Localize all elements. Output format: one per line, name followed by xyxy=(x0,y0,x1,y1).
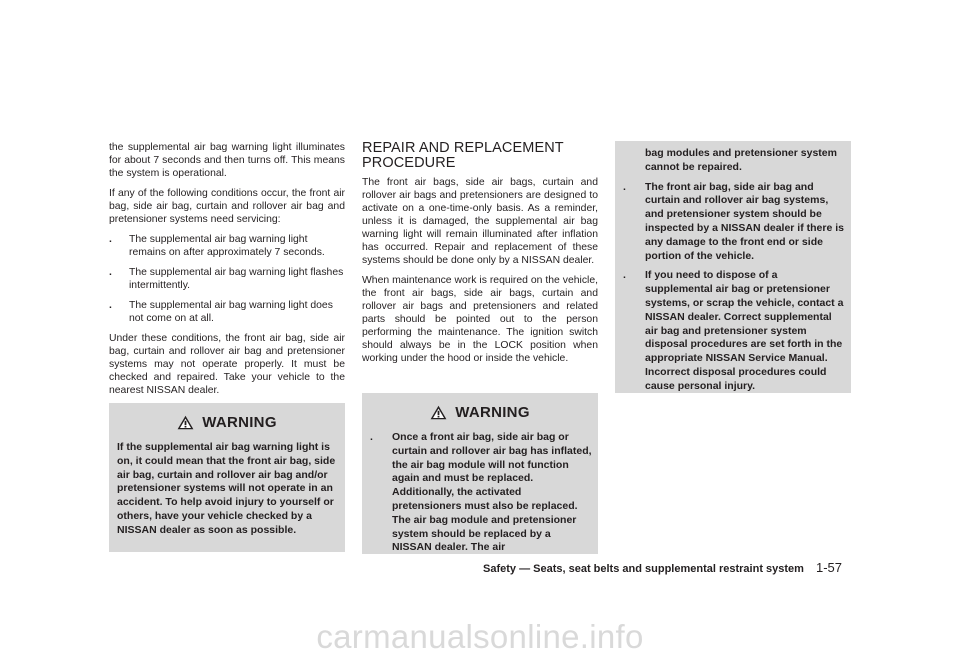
warning-text: If the supplemental air bag warning light is on, it could mean that the front air bag, side air bag, curtain and rollover air bag and/or pretensioner systems will not operate in an accident. To help avoid injury to yourself or others, have your vehicle checked by a NISSAN dealer as soon as possible. xyxy=(117,441,336,536)
warning-header xyxy=(362,393,598,423)
warning-text xyxy=(615,141,851,404)
warning-title: WARNING xyxy=(202,413,277,431)
list-item xyxy=(370,431,592,555)
bullet: . xyxy=(109,267,112,278)
warning-title: WARNING xyxy=(455,403,530,421)
warning-triangle-icon xyxy=(177,415,194,430)
warning-triangle-icon xyxy=(430,405,447,420)
list-item-continued xyxy=(623,147,845,175)
warning-list xyxy=(623,147,845,394)
paragraph: Under these conditions, the front air bag, side air bag, curtain and rollover air bag and pretensioner systems may not operate properly. It must be checked and repaired. Take your vehicle to the nearest NISSAN dealer. xyxy=(109,333,345,396)
list-item xyxy=(109,299,345,325)
section-heading: REPAIR AND REPLACEMENT PROCEDURE xyxy=(362,140,564,171)
list-item-text: The front air bag, side air bag and curtain and rollover air bag systems, and pretensioner system should be inspected by a NISSAN dealer if there is any damage to the front end or side portion of the vehicle. xyxy=(645,180,844,262)
bullet: . xyxy=(623,269,626,282)
chapter-title: Safety — Seats, seat belts and supplemental restraint system xyxy=(483,563,804,575)
list-item xyxy=(109,266,345,292)
bullet: . xyxy=(623,180,626,193)
warning-box-continued xyxy=(615,141,851,393)
bullet: . xyxy=(109,234,112,245)
list-item-text: The supplemental air bag warning light remains on after approximately 7 seconds. xyxy=(129,234,325,258)
warning-list xyxy=(370,431,592,555)
list-item-text: If you need to dispose of a supplemental air bag or pretensioner systems, or scrap the vehicle, contact a NISSAN dealer. Correct supplemental air bag and pretensioner system disposal procedures are set forth in the appropriate NISSAN Service Manual. Incorrect disposal procedures could cause personal injury. xyxy=(645,269,844,392)
paragraph: The front air bags, side air bags, curtain and rollover air bags and pretensioners are designed to activate on a one-time-only basis. As a reminder, unless it is damaged, the supplemental air bag warning light will remain illuminated after inflation has occurred. Repair and replacement of these systems should be done only by a NISSAN dealer. xyxy=(362,177,598,266)
bullet: . xyxy=(370,431,373,443)
page-number: 1-57 xyxy=(815,560,842,575)
warning-header xyxy=(109,403,345,433)
paragraph: When maintenance work is required on the vehicle, the front air bags, side air bags, curtain and rollover air bags and pretensioners and related parts should be pointed out to the person performing the maintenance. The ignition switch should always be in the LOCK position when working under the hood or inside the vehicle. xyxy=(362,275,598,364)
warning-box xyxy=(362,393,598,554)
list-item-text: The supplemental air bag warning light flashes intermittently. xyxy=(129,267,344,291)
watermark: carmanualsonline.info xyxy=(316,618,644,655)
paragraph: If any of the following conditions occur, the front air bag, side air bag, curtain and rollover air bag and pretensioner systems need servicing: xyxy=(109,188,345,225)
column-2 xyxy=(362,141,598,372)
paragraph: the supplemental air bag warning light illuminates for about 7 seconds and then turns off. This means the system is operational. xyxy=(109,142,345,179)
condition-list xyxy=(109,233,345,325)
warning-text xyxy=(362,423,598,565)
page-footer xyxy=(462,560,842,575)
list-item-text: bag modules and pretensioner system cannot be repaired. xyxy=(645,147,837,173)
list-item-text: The supplemental air bag warning light does not come on at all. xyxy=(129,300,333,324)
bullet: . xyxy=(109,300,112,311)
warning-box xyxy=(109,403,345,552)
list-item xyxy=(109,233,345,259)
column-1 xyxy=(109,141,345,404)
list-item xyxy=(623,181,845,264)
list-item xyxy=(623,269,845,393)
list-item-text: Once a front air bag, side air bag or curtain and rollover air bag has inflated, the air bag module will not function again and must be replaced. Additionally, the activated pretensioners must also be replaced. The air bag module and pretensioner system should be replaced by a NISSAN dealer. The air xyxy=(392,431,592,554)
